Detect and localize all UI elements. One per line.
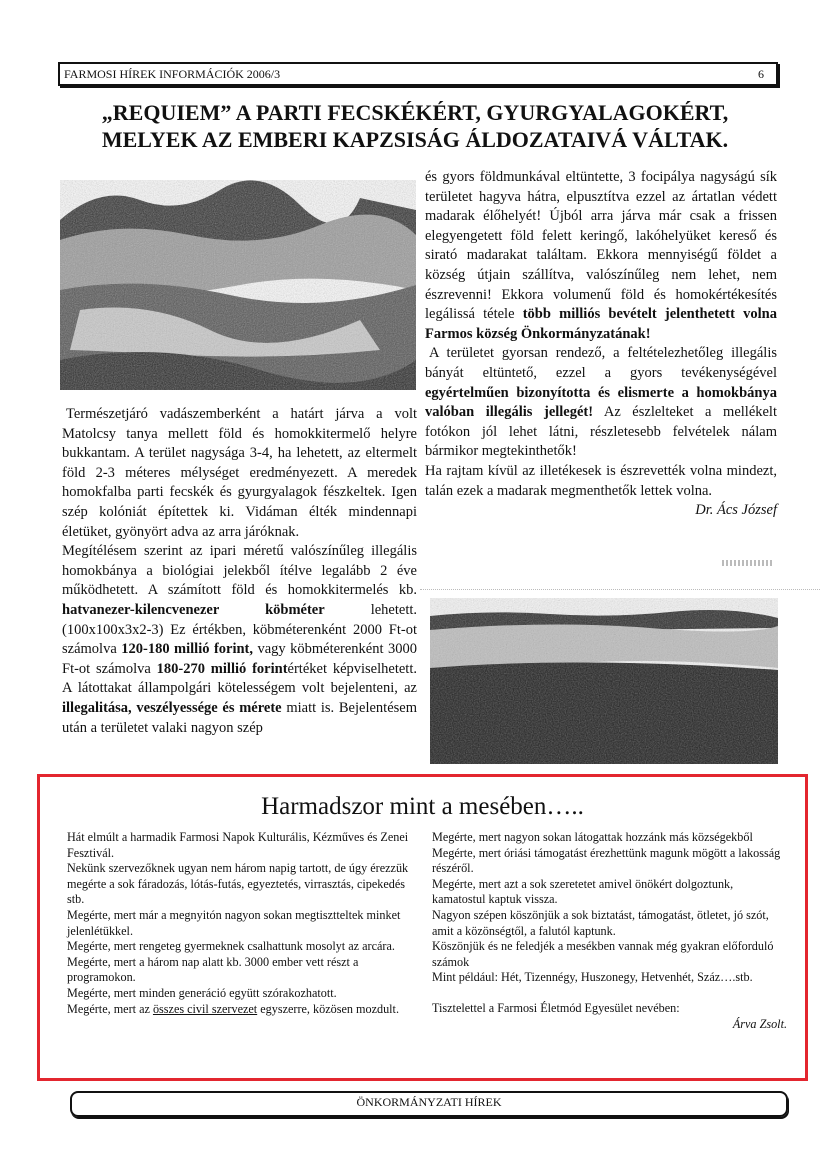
bold-text: 120-180 millió forint,: [121, 641, 253, 658]
festival-right-column: [432, 830, 787, 1032]
festival-closing: Tisztelettel a Farmosi Életmód Egyesület nevében:: [432, 1000, 680, 1015]
article-title-line-1: „REQUIEM” A PARTI FECSKÉKÉRT, GYURGYALAGOKÉRT,: [101, 100, 729, 125]
text-run: értéket képviselhetett. A látottakat állampolgári kötelességem volt bejelenteni, az: [62, 660, 417, 697]
stamp-mark: [722, 560, 774, 566]
festival-left-column: [67, 830, 422, 1017]
text-run: vagy köbméterenként 3000 Ft-ot számolva: [62, 641, 417, 677]
festival-title: Harmadszor mint a mesében…..: [261, 793, 584, 820]
text-run: A területet gyorsan rendező, a feltételezhetőleg illegális bányát eltüntető, ezzel a gyors tevékenységével: [425, 345, 777, 381]
page-header: [58, 62, 778, 86]
text-run: lehetett. (100x100x3x2-3) Ez értékben, köbméterenként 2000 Ft-ot számolva: [62, 601, 418, 658]
festival-line: Hát elmúlt a harmadik Farmosi Napok Kulturális, Kézműves és Zenei Fesztivál.: [67, 830, 409, 860]
festival-line: Megérte, mert azt a sok szeretetet amivel önökért dolgoztunk, kamatostul kaptuk vissza.: [432, 876, 734, 907]
festival-box: [37, 774, 808, 1081]
article-right-column: [425, 168, 777, 521]
publication-name: FARMOSI HÍREK INFORMÁCIÓK 2006/3: [64, 67, 281, 81]
text-run: Megérte, mert az: [67, 1001, 153, 1016]
article-paragraph: Természetjáró vadászemberként a határt járva a volt Matolcsy tanya mellett föld és homokkitermelő helyre bukkantam. A terület nagysága 3-4, ha lehetett, az eltermelt föld 2-3 méteres mélységet eredményezett. A meredek homokfalba parti fecskék és gyurgyalagok fészkeltek. Igen szép kolóniát építettek ki. Vidáman élték mindennapi életüket, gyönyört adva az arra járóknak.: [62, 406, 417, 540]
festival-line: [67, 1002, 422, 1018]
festival-line: Köszönjük és ne feledjék a mesékben vannak még gyakran előforduló számok: [432, 939, 774, 969]
festival-line: Megérte, mert a három nap alatt kb. 3000 ember vett részt a programokon.: [67, 954, 359, 985]
bold-text: 180-270 millió forint: [156, 660, 288, 677]
bold-text: illegalitása, veszélyessége és mérete: [62, 699, 282, 716]
section-footer: [70, 1091, 788, 1117]
footer-label: ÖNKORMÁNYZATI HÍREK: [356, 1095, 502, 1109]
text-run: Az észlelteket a mellékelt fotókon jól lehet látni, részletesebb felvételek nálam bármikor megtekinthetők!: [425, 404, 777, 460]
article-paragraph: [425, 344, 777, 462]
article-left-column: [62, 405, 417, 738]
festival-line: Megérte, mert minden generáció együtt szórakozhatott.: [67, 985, 337, 1000]
text-run: Megítélésem szerint az ipari méretű valószínűleg illegális homokbánya a biológiai jelekből ítélve legalább 2 éve működhetett. A számított föld és homokkitermelés kb.: [62, 543, 417, 599]
bold-text: több milliós bevételt jelenthetett volna Farmos község Önkormányzatának!: [425, 306, 777, 342]
festival-line: Megérte, mert óriási támogatást érezhettünk magunk mögött a lakosság részéről.: [432, 845, 781, 876]
article-paragraph: [425, 168, 777, 344]
festival-line: Nagyon szépen köszönjük a sok biztatást, támogatást, ötletet, jó szót, amit a közönségtől, a falutól kaptunk.: [432, 907, 769, 938]
article-title-line-2: MELYEK AZ EMBERI KAPZSISÁG ÁLDOZATAIVÁ VÁLTAK.: [101, 127, 729, 152]
field-photo: [430, 598, 778, 764]
festival-line: Megérte, mert rengeteg gyermeknek csalhattunk mosolyt az arcára.: [67, 939, 395, 954]
dotted-divider: [420, 589, 820, 590]
sandpit-photo: [60, 180, 416, 390]
article-signature: Dr. Ács József: [695, 502, 777, 519]
page-number: 6: [758, 67, 764, 81]
bold-text: egyértelműen bizonyította és elismerte a homokbánya valóban illegális jellegét!: [425, 384, 777, 421]
underlined-text: összes civil szervezet: [152, 1001, 258, 1016]
text-run: miatt is. Bejelentésem után a területet valaki nagyon szép: [62, 699, 417, 736]
text-run: és gyors földmunkával eltüntette, 3 focipálya nagyságú sík területet hagyva hátra, elpusztítva ezzel az ártatlan védett madarak élőhelyét! Újból arra járva már csak a frissen elegyengetett föld felett keringő, lakóhelyüket kereső és sirató madarakat találtam. Ekkora mennyiségű földet a község útjain szállítva, valószínűleg nem lehet, nem észrevenni! Ekkora volumenű föld és homokértékesítés legálissá tétele: [425, 169, 777, 323]
festival-line: Megérte, mert nagyon sokan látogattak hozzánk más községekből: [432, 830, 753, 844]
festival-line: Nekünk szervezőknek ugyan nem három napig tartott, de úgy érezzük megérte a sok fáradozás, lótás-futás, egyeztetés, virrasztás, cipekedés stb.: [67, 861, 409, 907]
article-title: [40, 99, 790, 153]
text-run: egyszerre, közösen mozdult.: [257, 1001, 399, 1016]
festival-line: Megérte, mert már a megnyitón nagyon sokan megtisztteltek minket jelenlétükkel.: [67, 907, 401, 938]
article-paragraph: [62, 542, 417, 738]
article-paragraph: Ha rajtam kívül az illetékesek is észrevették volna mindezt, talán ezek a madarak megmenthetők lettek volna.: [425, 462, 777, 499]
bold-text: hatvanezer-kilencvenezer köbméter: [62, 601, 325, 618]
festival-signature: Árva Zsolt.: [732, 1016, 787, 1031]
festival-line: Mint például: Hét, Tizennégy, Huszonegy, Hetvenhét, Száz….stb.: [432, 970, 753, 985]
